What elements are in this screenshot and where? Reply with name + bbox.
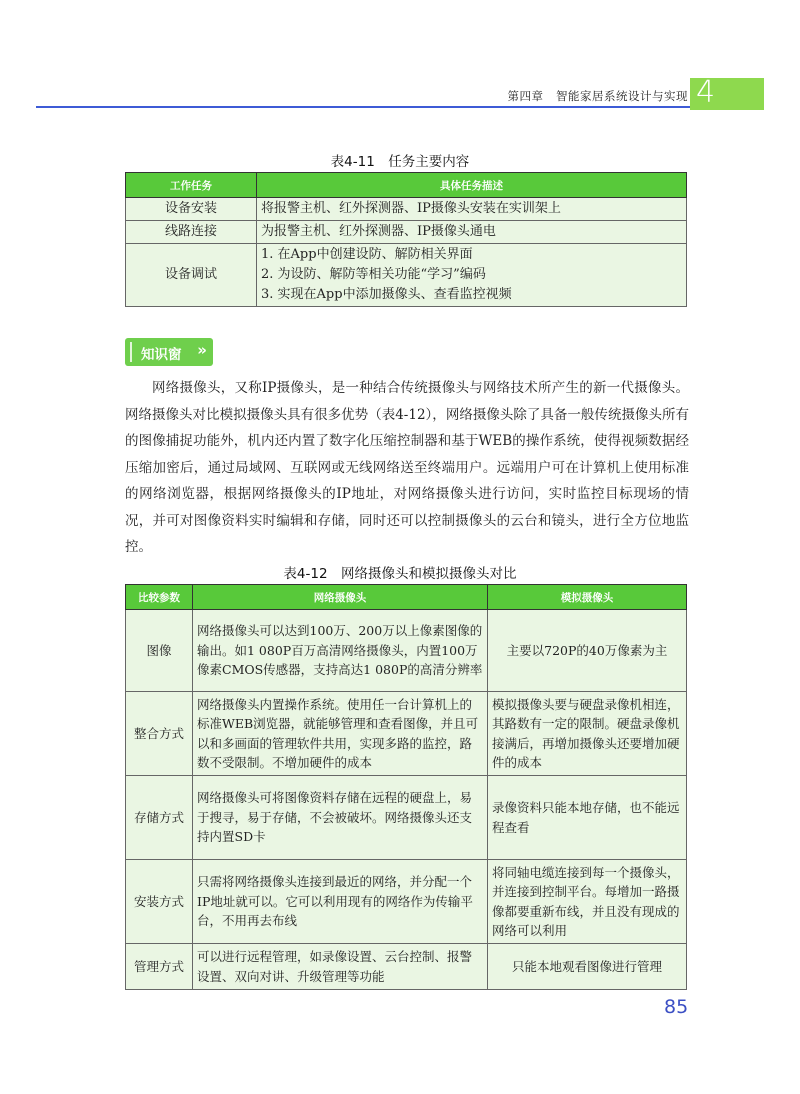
knowledge-window-label: 知识窗	[141, 347, 182, 363]
chapter-label: 第四章	[507, 89, 544, 103]
table-row	[126, 692, 687, 776]
header-rule	[36, 106, 726, 108]
chapter-number: 4	[696, 75, 716, 110]
paragraph-text: 网络摄像头，又称IP摄像头，是一种结合传统摄像头与网络技术所产生的新一代摄像头。网络摄像头对比模拟摄像头具有很多优势（表4-12），网络摄像头除了具备一般传统摄像头所有的图像捕捉功能外，机内还内置了数字化压缩控制器和基于WEB的操作系统，使得视频数据经压缩加密后，通过局域网、互联网或无线网络送至终端用户。远端用户可在计算机上使用标准的网络浏览器，根据网络摄像头的IP地址，对网络摄像头进行访问，实时监控目标现场的情况，并可对图像资料实时编辑和存储，同时还可以控制摄像头的云台和镜头，进行全方位地监控。	[125, 380, 689, 555]
analog-cell: 模拟摄像头要与硬盘录像机相连，其路数有一定的限制。硬盘录像机接满后，再增加摄像头还要增加硬件的成本	[488, 692, 687, 776]
chapter-title: 智能家居系统设计与实现	[556, 89, 688, 103]
analog-cell: 只能本地观看图像进行管理	[488, 944, 687, 990]
network-cell: 只需将网络摄像头连接到最近的网络，并分配一个IP地址就可以。它可以利用现有的网络作为传输平台，不用再去布线	[193, 860, 488, 944]
param-cell: 图像	[126, 610, 193, 692]
desc-cell: 为报警主机、红外探测器、IP摄像头通电	[257, 221, 687, 244]
desc-line: 1. 在App中创建设防、解防相关界面	[261, 247, 473, 262]
table2-header-network: 网络摄像头	[193, 585, 488, 610]
table1-header-task: 工作任务	[126, 173, 257, 198]
task-table	[125, 172, 687, 307]
param-cell: 安装方式	[126, 860, 193, 944]
task-cell: 设备调试	[126, 244, 257, 307]
table-row	[126, 610, 687, 692]
table1-header-desc: 具体任务描述	[257, 173, 687, 198]
table1-caption: 表4-11 任务主要内容	[330, 154, 470, 170]
table-row	[126, 221, 687, 244]
param-cell: 整合方式	[126, 692, 193, 776]
double-chevron-right-icon: »	[197, 341, 207, 359]
desc-cell: 将报警主机、红外探测器、IP摄像头安装在实训架上	[257, 198, 687, 221]
network-cell: 网络摄像头内置操作系统。使用任一台计算机上的标准WEB浏览器，就能够管理和查看图像，并且可以和多画面的管理软件共用，实现多路的监控，路数不受限制。不增加硬件的成本	[193, 692, 488, 776]
desc-line: 3. 实现在App中添加摄像头、查看监控视频	[261, 287, 512, 302]
analog-cell: 主要以720P的40万像素为主	[488, 610, 687, 692]
body-paragraph	[125, 375, 689, 561]
analog-cell: 将同轴电缆连接到每一个摄像头，并连接到控制平台。每增加一路摄像都要重新布线，并且没有现成的网络可以利用	[488, 860, 687, 944]
page-number: 85	[664, 996, 689, 1018]
param-cell: 存储方式	[126, 776, 193, 860]
network-cell: 可以进行远程管理，如录像设置、云台控制、报警设置、双向对讲、升级管理等功能	[193, 944, 488, 990]
comparison-table	[125, 584, 687, 990]
running-header	[508, 88, 688, 104]
table-row	[126, 244, 687, 307]
table-row	[126, 860, 687, 944]
table2-header-param: 比较参数	[126, 585, 193, 610]
table2-header-analog: 模拟摄像头	[488, 585, 687, 610]
desc-line: 2. 为设防、解防等相关功能“学习”编码	[261, 267, 486, 282]
knowledge-window-badge	[125, 338, 213, 366]
chapter-badge	[690, 75, 764, 110]
table-row	[126, 944, 687, 990]
analog-cell: 录像资料只能本地存储，也不能远程查看	[488, 776, 687, 860]
desc-cell	[257, 244, 687, 307]
task-cell: 设备安装	[126, 198, 257, 221]
param-cell: 管理方式	[126, 944, 193, 990]
network-cell: 网络摄像头可以达到100万、200万以上像素图像的输出。如1 080P百万高清网络摄像头，内置100万像素CMOS传感器，支持高达1 080P的高清分辨率	[193, 610, 488, 692]
table2-caption: 表4-12 网络摄像头和模拟摄像头对比	[283, 566, 517, 582]
task-cell: 线路连接	[126, 221, 257, 244]
network-cell: 网络摄像头可将图像资料存储在远程的硬盘上，易于搜寻，易于存储，不会被破坏。网络摄像头还支持内置SD卡	[193, 776, 488, 860]
table-row	[126, 776, 687, 860]
table-row	[126, 198, 687, 221]
